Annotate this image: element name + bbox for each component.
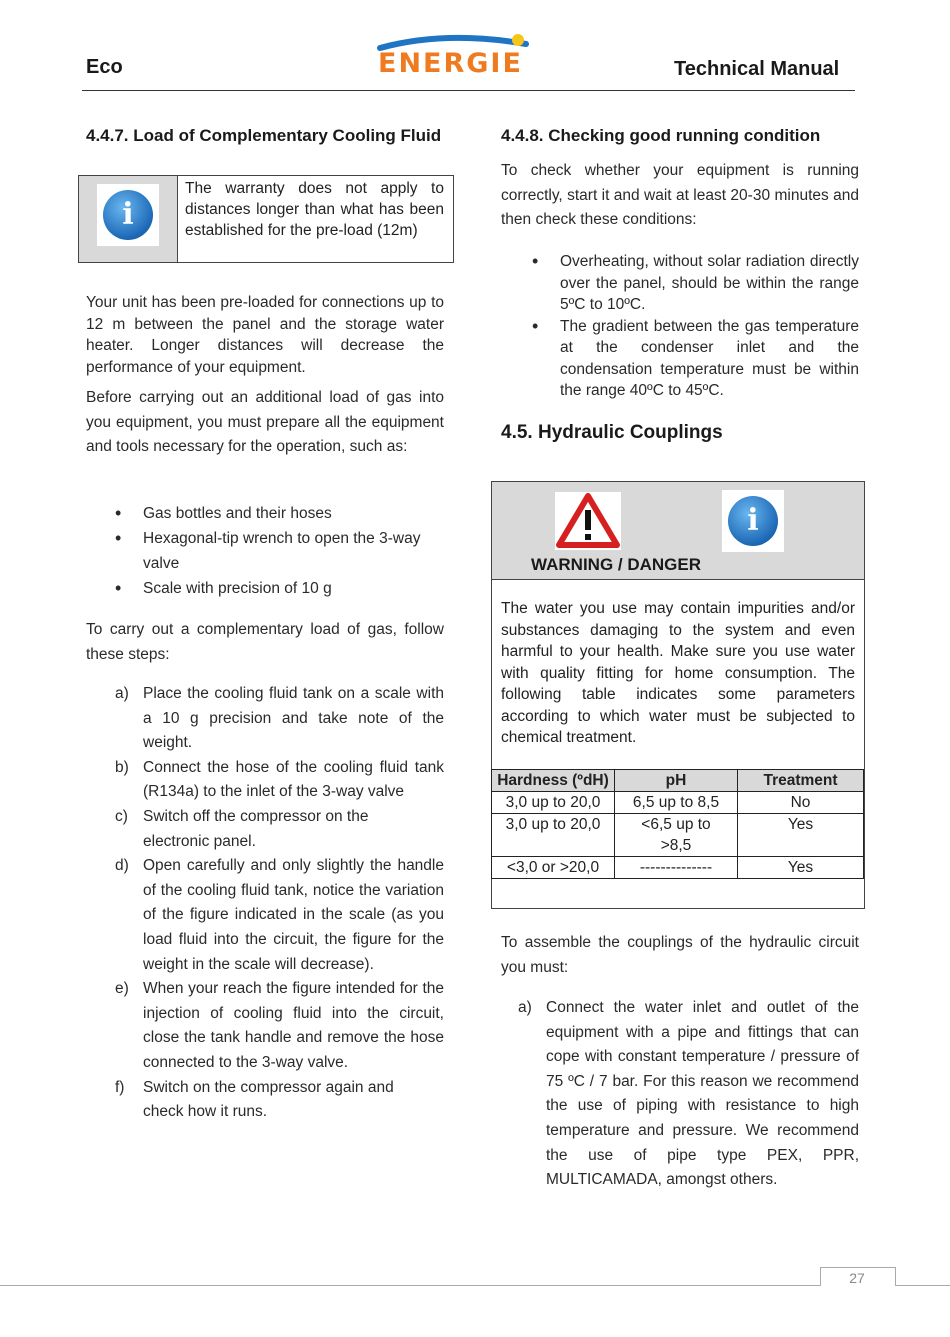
table-cell: 3,0 up to 20,0	[492, 814, 615, 857]
energie-logo	[376, 32, 556, 80]
preload-paragraph: Your unit has been pre-loaded for connections up to 12 m between the panel and the storage water heater. Longer distances will decrease the performance of your equipment.	[86, 294, 444, 376]
logo-wordmark: ENERGIE	[378, 48, 523, 79]
preparation-paragraph: Before carrying out an additional load of gas into you equipment, you must prepare all the equipment and tools necessary for the operation, such as:	[86, 389, 444, 456]
column-header: Treatment	[738, 770, 864, 792]
list-item: • Overheating, without solar radiation directly over the panel, should be within the range 5ºC to 10ºC.	[503, 251, 859, 316]
table-cell: <3,0 or >20,0	[492, 857, 615, 879]
section-heading-running-condition: 4.4.8. Checking good running condition	[501, 126, 821, 145]
table-cell: 3,0 up to 20,0	[492, 792, 615, 814]
table-cell: --------------	[615, 857, 738, 879]
table-cell: <6,5 up to >8,5	[615, 814, 738, 857]
list-item: a) Connect the water inlet and outlet of the equipment with a pipe and fittings that can cope with constant temperature / pressure of 75 ºC / 7 bar. For this reason we recommend the use of piping with resistance to high temperature and pressure. We recommend the use of pipe type PEX, PPR, MULTICAMADA, amongst others.	[518, 999, 859, 1189]
footer-divider	[0, 1285, 950, 1286]
running-check-paragraph: To check whether your equipment is running correctly, start it and wait at least 20-30 minutes and then check these conditions:	[501, 162, 859, 229]
column-header: pH	[615, 770, 738, 792]
section-heading-hydraulic: 4.5. Hydraulic Couplings	[501, 422, 723, 443]
list-item: b) Connect the hose of the cooling fluid tank (R134a) to the inlet of the 3-way valve	[115, 758, 444, 801]
info-icon: i	[722, 490, 784, 552]
list-item: a) Place the cooling fluid tank on a scale with a 10 g precision and take note of the weight.	[115, 685, 444, 752]
conditions-list	[503, 251, 859, 402]
warning-text: The water you use may contain impurities and/or substances damaging to the system and even harmful to your health. Make sure you use water with quality fitting for home consumption. The following table indicates some parameters according to which water must be subjected to chemical treatment.	[501, 600, 855, 746]
list-item: • Gas bottles and their hoses	[86, 501, 444, 526]
table-cell: Yes	[738, 857, 864, 879]
header-product-name: Eco	[86, 56, 123, 78]
list-item: • Scale with precision of 10 g	[86, 576, 444, 601]
load-steps-list	[86, 682, 444, 1125]
warranty-note-box	[78, 175, 454, 263]
warning-triangle-icon	[555, 492, 621, 550]
list-item: c) Switch off the compressor on the electronic panel.	[115, 807, 369, 850]
list-item: d) Open carefully and only slightly the handle of the cooling fluid tank, notice the variation of the figure indicated in the scale (as you load fluid into the circuit, the figure for the weight in the scale will decrease).	[115, 857, 444, 973]
list-item: • The gradient between the gas temperature at the condenser inlet and the condensation temperature must be within the range 40ºC to 45ºC.	[503, 316, 859, 402]
assembly-intro-paragraph: To assemble the couplings of the hydraulic circuit you must:	[501, 934, 859, 976]
list-item: f) Switch on the compressor again and check how it runs.	[115, 1078, 394, 1121]
water-treatment-table	[491, 769, 864, 879]
table-cell: Yes	[738, 814, 864, 857]
tools-list	[86, 501, 444, 601]
column-header: Hardness (ºdH)	[492, 770, 615, 792]
page-number: 27	[849, 1270, 865, 1286]
assembly-steps-list	[489, 996, 859, 1193]
list-item: e) When your reach the figure intended for the injection of cooling fluid into the circuit, close the tank handle and remove the hose connected to the 3-way valve.	[115, 980, 444, 1071]
steps-intro-paragraph: To carry out a complementary load of gas, follow these steps:	[86, 621, 444, 663]
list-item: • Hexagonal-tip wrench to open the 3-way valve	[86, 526, 444, 576]
section-heading-cooling-fluid: 4.4.7. Load of Complementary Cooling Fluid	[86, 126, 442, 145]
warning-title: WARNING / DANGER	[531, 555, 701, 574]
table-header-row	[492, 770, 864, 792]
table-row	[492, 792, 864, 814]
table-cell: 6,5 up to 8,5	[615, 792, 738, 814]
header-manual-title: Technical Manual	[674, 58, 840, 80]
table-cell: No	[738, 792, 864, 814]
warranty-note-text: The warranty does not apply to distances longer than what has been established for the pre-load (12m)	[185, 180, 444, 239]
header-divider	[82, 90, 855, 91]
table-row	[492, 857, 864, 879]
table-row	[492, 814, 864, 857]
info-icon: i	[97, 184, 159, 246]
